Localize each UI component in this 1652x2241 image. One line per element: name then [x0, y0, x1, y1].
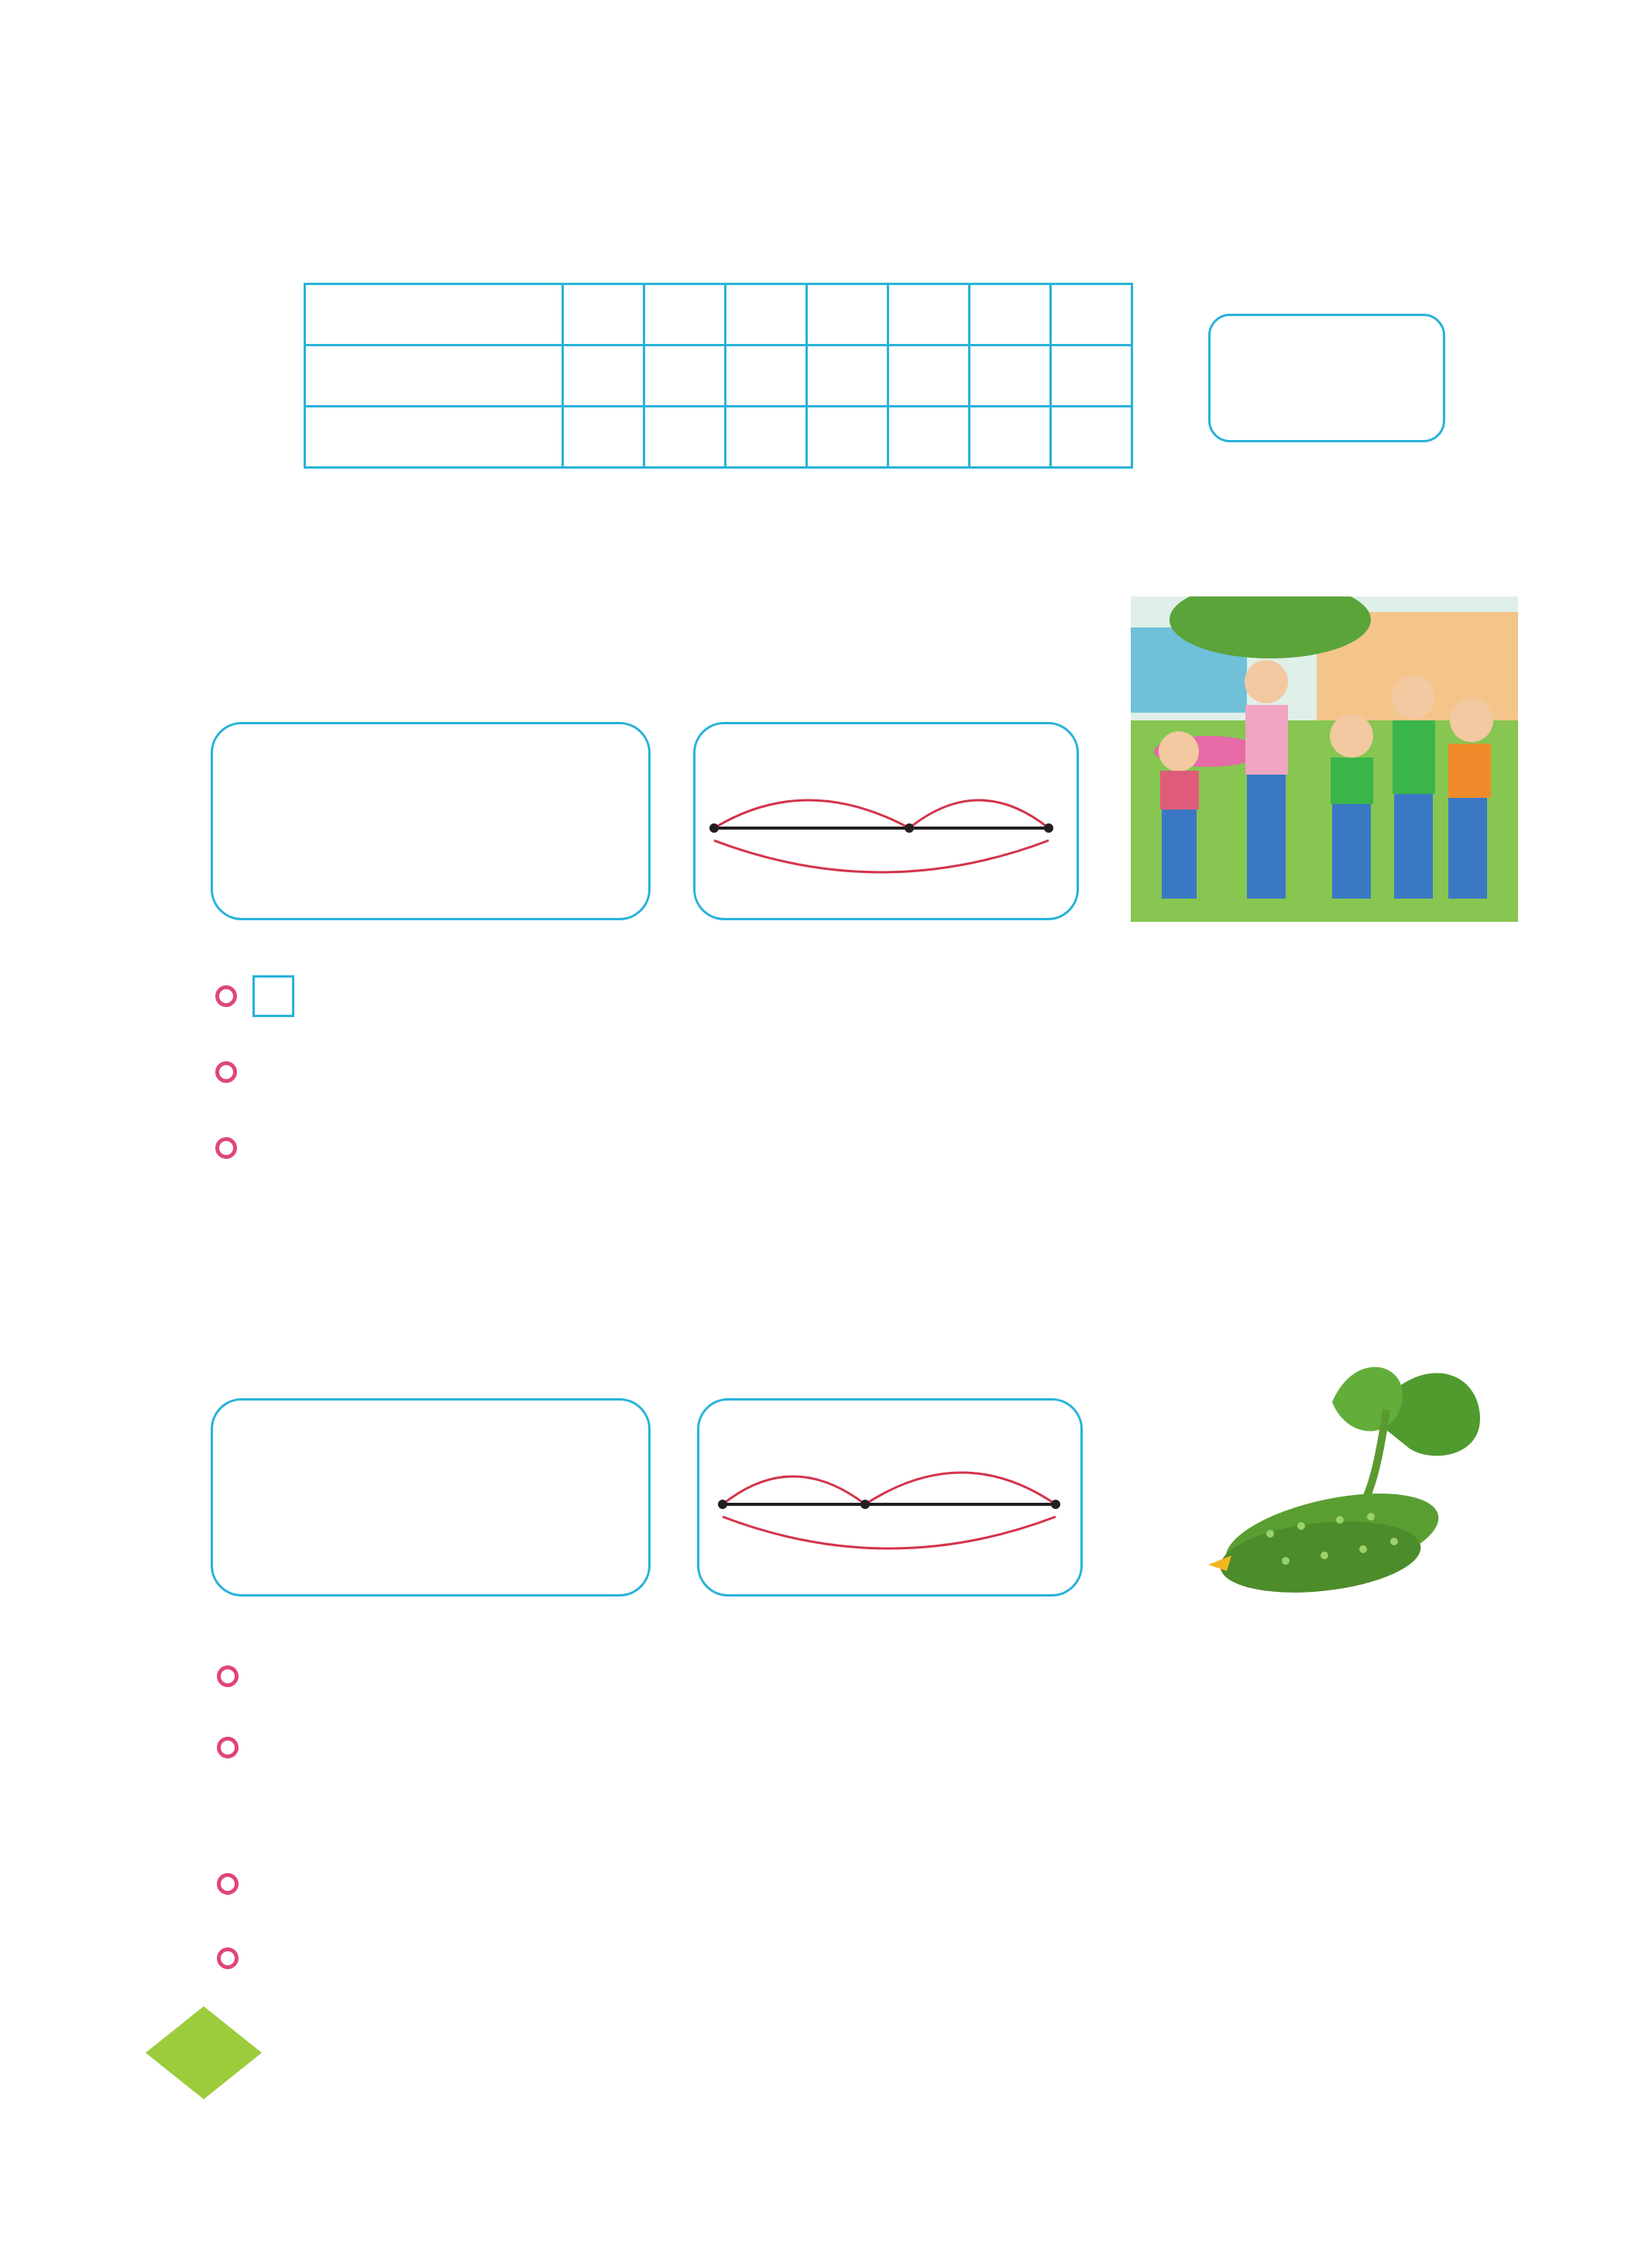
table-cell	[563, 284, 644, 345]
segment-diagram	[697, 1398, 1083, 1597]
cucumber-illustration	[1177, 1340, 1503, 1596]
arc-right	[865, 1473, 1056, 1504]
task2-question-1	[215, 970, 301, 1017]
table-cell	[1051, 284, 1132, 345]
playground-svg	[1131, 596, 1518, 922]
table-cell	[888, 284, 970, 345]
table-row	[305, 345, 1132, 407]
table-cell	[888, 345, 970, 407]
segment-point	[709, 823, 719, 833]
badge-shape	[138, 2006, 270, 2099]
arc-total	[714, 840, 1049, 872]
page-number-badge	[138, 2006, 270, 2099]
children-playground-illustration	[1131, 596, 1518, 922]
answer-box[interactable]	[252, 975, 294, 1017]
table-cell	[888, 407, 970, 468]
segment-diagram-svg	[695, 724, 1077, 918]
bullet-icon	[217, 1737, 239, 1758]
bullet-icon	[217, 1665, 239, 1687]
table-row	[305, 284, 1132, 345]
table-cell	[726, 284, 807, 345]
task3-question-4	[217, 1932, 248, 1978]
table-cell	[563, 345, 644, 407]
segment-point	[905, 823, 914, 833]
table-cell	[726, 407, 807, 468]
table-row	[305, 407, 1132, 468]
row-label	[305, 345, 563, 407]
task2-question-3	[215, 1122, 246, 1168]
task3-question-1	[217, 1650, 248, 1696]
table-cell	[807, 345, 888, 407]
table-cell	[644, 284, 726, 345]
table-cell	[1051, 345, 1132, 407]
task2-question-2	[215, 1046, 246, 1092]
bullet-icon	[215, 1061, 237, 1083]
row-label	[305, 407, 563, 468]
arc-left	[714, 800, 909, 828]
segment-point	[718, 1500, 727, 1509]
segment-point	[860, 1500, 870, 1509]
table-cell	[970, 407, 1051, 468]
table-cell	[970, 345, 1051, 407]
data-table	[304, 283, 1133, 469]
table-cell	[644, 407, 726, 468]
short-record-box	[211, 1398, 651, 1597]
table-cell	[644, 345, 726, 407]
cucumber-svg	[1177, 1340, 1503, 1596]
segment-point	[1051, 1500, 1060, 1509]
table-cell	[726, 345, 807, 407]
task3-question-2	[217, 1721, 248, 1768]
table-cell	[563, 407, 644, 468]
arc-right	[909, 800, 1049, 828]
segment-diagram	[693, 722, 1079, 920]
segment-diagram-svg	[699, 1401, 1080, 1594]
bullet-icon	[215, 985, 237, 1007]
arc-total	[723, 1517, 1056, 1548]
table-cell	[970, 284, 1051, 345]
sample-box	[1208, 314, 1445, 442]
table-cell	[807, 407, 888, 468]
bullet-icon	[215, 1137, 237, 1159]
task3-question-3	[217, 1858, 248, 1904]
table-cell	[807, 284, 888, 345]
bullet-icon	[217, 1873, 239, 1895]
row-label	[305, 284, 563, 345]
bullet-icon	[217, 1947, 239, 1969]
table-cell	[1051, 407, 1132, 468]
arc-left	[723, 1476, 865, 1504]
short-record-box	[211, 722, 651, 920]
segment-point	[1044, 823, 1053, 833]
